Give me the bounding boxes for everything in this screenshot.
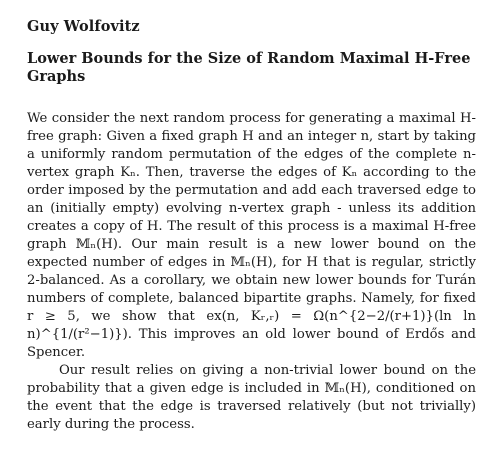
author-name: Guy Wolfovitz (27, 18, 140, 35)
abstract-paragraph-1: We consider the next random process for generating a maximal H-free graph: Given a fixed graph H and an integer n, start by taking a uniformly random permutation of the edges of the complete n-vertex graph Kₙ. Then, traverse the edges of Kₙ according to the order imposed by the permutation and add each traversed edge to an (initially empty) evolving n-vertex graph - unless its addition creates a copy of H. The result of this process is a maximal H-free graph 𝕄ₙ(H). Our main result is a new lower bound on the expected number of edges in 𝕄ₙ(H), for H that is regular, strictly 2-balanced. As a corollary, we obtain new lower bounds for Turán numbers of complete, balanced bipartite graphs. Namely, for fixed r ≥ 5, we show that ex(n, Kᵣ,ᵣ) = Ω(n^{2−2/(r+1)}(ln ln n)^{1/(r²−1)}). This improves an old lower bound of Erdős and Spencer. (27, 111, 476, 360)
abstract-paragraph-2: Our result relies on giving a non-trivial lower bound on the probability that a given edge is included in 𝕄ₙ(H), conditioned on the event that the edge is traversed relatively (but not trivially) early during the process. (27, 363, 476, 432)
paper-title: Lower Bounds for the Size of Random Maximal H-Free Graphs (27, 50, 471, 85)
abstract (27, 110, 476, 434)
